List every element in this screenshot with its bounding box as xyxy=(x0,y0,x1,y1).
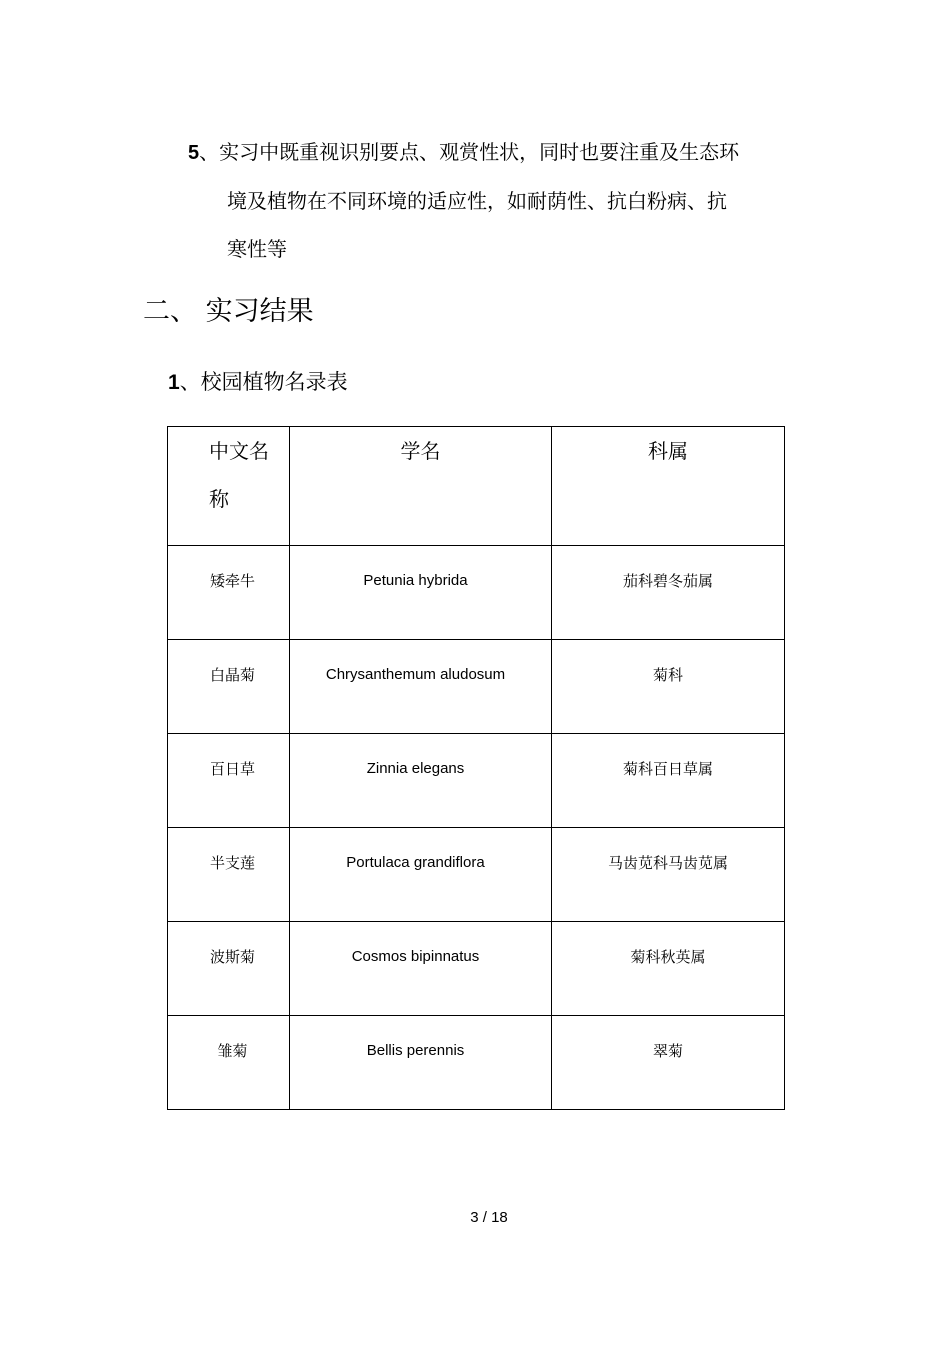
cell-scientific-name: Zinnia elegans xyxy=(290,734,552,828)
cell-chinese-name: 波斯菊 xyxy=(168,922,290,1016)
table-row xyxy=(168,734,785,828)
cell-family-genus: 菊科百日草属 xyxy=(552,734,785,828)
column-header-scientific-name: 学名 xyxy=(290,427,552,546)
cell-family-genus: 菊科 xyxy=(552,640,785,734)
cell-family-genus: 茄科碧冬茄属 xyxy=(552,546,785,640)
list-item-5-line-3: 寒性等 xyxy=(227,237,287,261)
cell-family-genus: 翠菊 xyxy=(552,1016,785,1110)
column-header-chinese-name: 中文名称 xyxy=(168,427,290,546)
cell-chinese-name: 半支莲 xyxy=(168,828,290,922)
section-heading: 二、 实习结果 xyxy=(143,296,314,327)
table-row xyxy=(168,922,785,1016)
list-item-text: 、实习中既重视识别要点、观赏性状，同时也要注重及生态环 xyxy=(199,140,740,164)
list-item-5-line-2: 境及植物在不同环境的适应性，如耐荫性、抗白粉病、抗 xyxy=(227,189,727,213)
table-row xyxy=(168,1016,785,1110)
list-item-5 xyxy=(188,128,778,273)
cell-family-genus: 马齿苋科马齿苋属 xyxy=(552,828,785,922)
cell-chinese-name: 百日草 xyxy=(168,734,290,828)
page-number: 3 / 18 xyxy=(470,1209,508,1226)
cell-scientific-name: Chrysanthemum aludosum xyxy=(290,640,552,734)
table-header-row xyxy=(168,427,785,546)
table-row xyxy=(168,828,785,922)
plant-list-table xyxy=(167,426,785,1110)
cell-chinese-name: 矮牵牛 xyxy=(168,546,290,640)
cell-chinese-name: 白晶菊 xyxy=(168,640,290,734)
column-header-family-genus: 科属 xyxy=(552,427,785,546)
list-item-5-line-1 xyxy=(188,128,778,177)
list-item-number: 5 xyxy=(188,142,200,164)
subsection-number: 1 xyxy=(168,371,180,394)
cell-scientific-name: Cosmos bipinnatus xyxy=(290,922,552,1016)
cell-scientific-name: Petunia hybrida xyxy=(290,546,552,640)
cell-scientific-name: Portulaca grandiflora xyxy=(290,828,552,922)
table-row xyxy=(168,640,785,734)
subsection-title: 、校园植物名录表 xyxy=(179,370,348,394)
cell-family-genus: 菊科秋英属 xyxy=(552,922,785,1016)
cell-chinese-name: 雏菊 xyxy=(168,1016,290,1110)
cell-scientific-name: Bellis perennis xyxy=(290,1016,552,1110)
subsection-heading xyxy=(168,364,348,401)
table-row xyxy=(168,546,785,640)
